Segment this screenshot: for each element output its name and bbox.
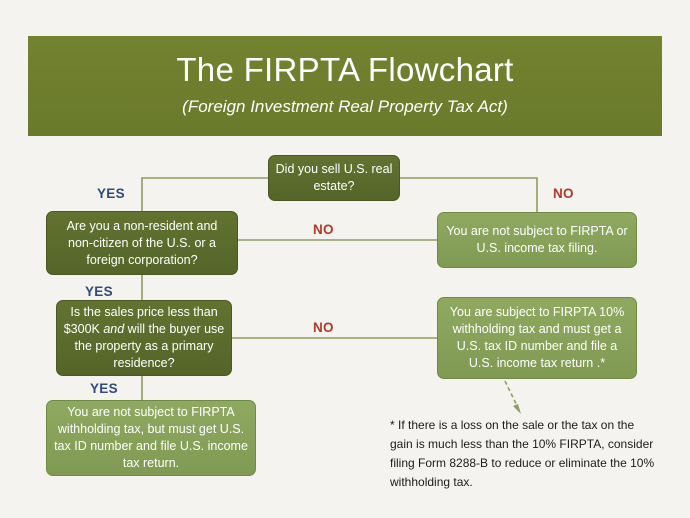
node-outcome-subject <box>437 297 637 379</box>
branch-label-yes-1: YES <box>97 186 125 201</box>
branch-label-no-3: NO <box>313 320 334 335</box>
page-subtitle: (Foreign Investment Real Property Tax Act) <box>182 97 508 116</box>
node-outcome-not-subject-withholding <box>46 400 256 476</box>
node-question-nonresident <box>46 211 238 275</box>
node-text: Are you a non-resident and non-citizen of the U.S. or a foreign corporation? <box>66 218 218 267</box>
node-text-emphasis: and <box>103 322 125 336</box>
node-text-part2: will the buyer use the property as a primary residence? <box>74 322 225 370</box>
node-text <box>63 304 225 372</box>
node-question-sales-price <box>56 300 232 376</box>
node-question-sold-real-estate <box>268 155 400 201</box>
node-text: You are not subject to FIRPTA or U.S. income tax filing. <box>446 224 628 255</box>
node-text: You are not subject to FIRPTA withholding tax, but must get U.S. tax ID number and file U.S. income tax return. <box>54 405 248 470</box>
branch-label-yes-2: YES <box>85 284 113 299</box>
branch-label-no-1: NO <box>553 186 574 201</box>
node-text: You are subject to FIRPTA 10% withholding tax and must get a U.S. tax ID number and file a U.S. income tax return .* <box>449 305 625 370</box>
footnote-text: * If there is a loss on the sale or the tax on the gain is much less than the 10% FIRPTA, consider filing Form 8288-B to reduce or eliminate the 10% withholding tax. <box>390 418 655 489</box>
page-title: The FIRPTA Flowchart <box>176 51 514 88</box>
node-text: Did you sell U.S. real estate? <box>275 162 393 193</box>
branch-label-yes-3: YES <box>90 381 118 396</box>
branch-label-no-2: NO <box>313 222 334 237</box>
node-text-part1: Is the sales price less than $300K <box>63 305 218 336</box>
node-outcome-not-subject <box>437 212 637 268</box>
title-banner <box>28 36 662 136</box>
